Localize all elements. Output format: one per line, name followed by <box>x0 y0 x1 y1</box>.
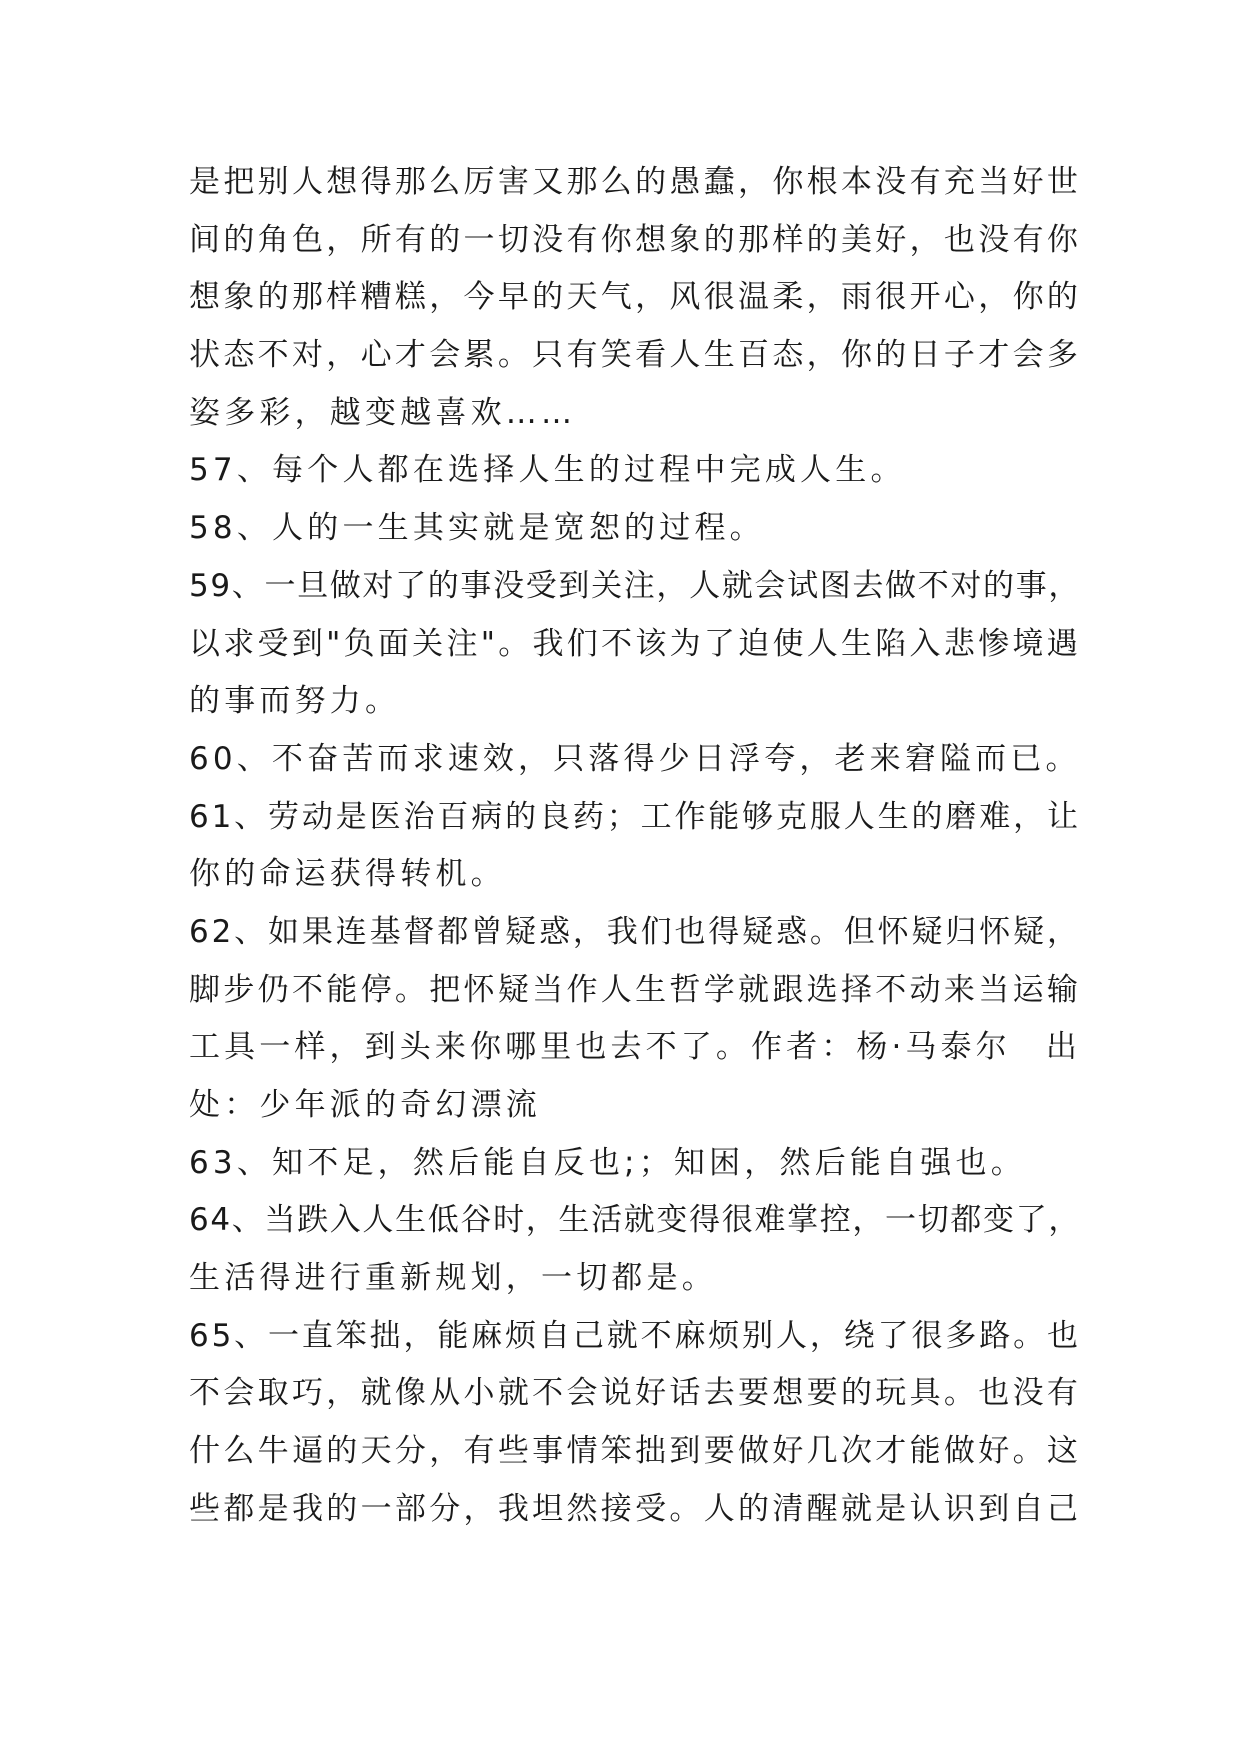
text-line: 你的命运获得转机。 <box>189 856 506 893</box>
text-line: 间的角色，所有的一切没有你想象的那样的美好，也没有你 <box>189 221 1082 258</box>
text-line: 的事而努力。 <box>189 683 401 720</box>
quote-60: 60、不奋苦而求速效，只落得少日浮夸，老来窘隘而已。 <box>189 740 1081 777</box>
text-line: 工具一样，到头来你哪里也去不了。作者：杨·马泰尔 出 <box>189 1029 1082 1066</box>
text-line: 生活得进行重新规划，一切都是。 <box>189 1260 717 1297</box>
quote-61: 61、劳动是医治百病的良药；工作能够克服人生的磨难，让 <box>189 798 1081 835</box>
quote-62: 62、如果连基督都曾疑惑，我们也得疑惑。但怀疑归怀疑， <box>189 913 1081 950</box>
quote-64: 64、当跌入人生低谷时，生活就变得很难掌控，一切都变了， <box>189 1202 1082 1239</box>
text-line: 些都是我的一部分，我坦然接受。人的清醒就是认识到自己 <box>189 1490 1082 1527</box>
text-line: 以求受到"负面关注"。我们不该为了迫使人生陷入悲惨境遇 <box>189 625 1081 662</box>
text-line: 什么牛逼的天分，有些事情笨拙到要做好几次才能做好。这 <box>189 1433 1082 1470</box>
text-line: 是把别人想得那么厉害又那么的愚蠢，你根本没有充当好世 <box>189 164 1082 200</box>
text-line: 不会取巧，就像从小就不会说好话去要想要的玩具。也没有 <box>189 1375 1082 1412</box>
quote-58: 58、人的一生其实就是宽恕的过程。 <box>189 510 765 547</box>
quote-57: 57、每个人都在选择人生的过程中完成人生。 <box>189 452 906 489</box>
quote-63: 63、知不足，然后能自反也;；知困，然后能自强也。 <box>189 1144 1026 1181</box>
document-body <box>189 154 1082 1539</box>
text-line: 处：少年派的奇幻漂流 <box>189 1087 541 1123</box>
text-line: 脚步仍不能停。把怀疑当作人生哲学就跟选择不动来当运输 <box>189 971 1082 1008</box>
quote-65: 65、一直笨拙，能麻烦自己就不麻烦别人，绕了很多路。也 <box>189 1317 1081 1354</box>
quote-59: 59、一旦做对了的事没受到关注，人就会试图去做不对的事， <box>189 567 1082 604</box>
text-line: 状态不对，心才会累。只有笑看人生百态，你的日子才会多 <box>189 337 1082 374</box>
text-line: 想象的那样糟糕，今早的天气，风很温柔，雨很开心，你的 <box>189 279 1082 316</box>
text-line: 姿多彩，越变越喜欢…… <box>189 394 577 431</box>
